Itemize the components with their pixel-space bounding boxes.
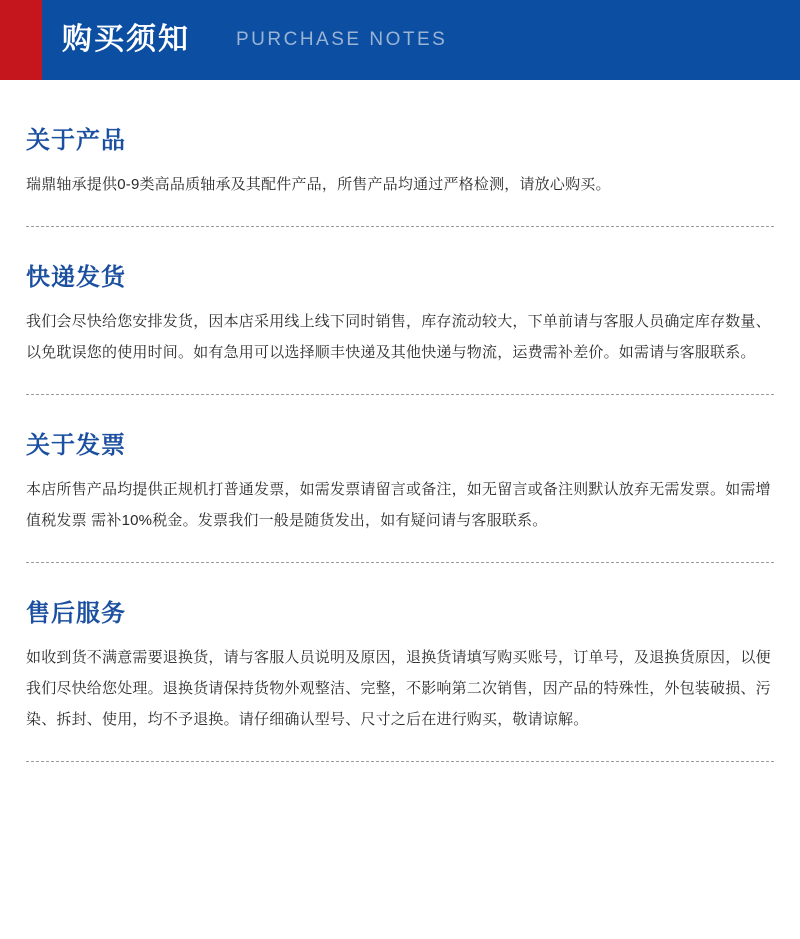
- header-red-accent-block: [0, 0, 42, 80]
- section-body: 如收到货不满意需要退换货，请与客服人员说明及原因，退换货请填写购买账号，订单号，及退换货原因，以便我们尽快给您处理。退换货请保持货物外观整洁、完整，不影响第二次销售，因产品的特殊性，外包装破损、污染、拆封、使用，均不予退换。请仔细确认型号、尺寸之后在进行购买，敬请谅解。: [26, 649, 771, 728]
- section-about-invoice: [26, 395, 774, 563]
- section-body: 本店所售产品均提供正规机打普通发票，如需发票请留言或备注，如无留言或备注则默认放弃无需发票。如需增值税发票 需补10%税金。发票我们一般是随货发出，如有疑问请与客服联系。: [26, 481, 771, 529]
- section-title: 快递发货: [26, 264, 126, 291]
- section-body: 我们会尽快给您安排发货，因本店采用线上线下同时销售，库存流动较大，下单前请与客服人员确定库存数量、以免耽误您的使用时间。如有急用可以选择顺丰快递及其他快递与物流，运费需补差价。如需请与客服联系。: [26, 313, 771, 361]
- section-title: 关于产品: [26, 127, 126, 154]
- notes-content: [0, 80, 800, 762]
- page-title-english: PURCHASE NOTES: [236, 29, 448, 50]
- page-header-banner: [0, 0, 800, 80]
- section-express-shipping: [26, 227, 774, 395]
- section-after-sales-service: [26, 563, 774, 762]
- section-about-product: [26, 80, 774, 227]
- page-title: 购买须知: [62, 23, 190, 56]
- section-body: 瑞鼎轴承提供0-9类高品质轴承及其配件产品，所售产品均通过严格检测，请放心购买。: [26, 176, 611, 193]
- section-title: 关于发票: [26, 432, 126, 459]
- section-title: 售后服务: [26, 600, 126, 627]
- section-divider: [26, 761, 774, 762]
